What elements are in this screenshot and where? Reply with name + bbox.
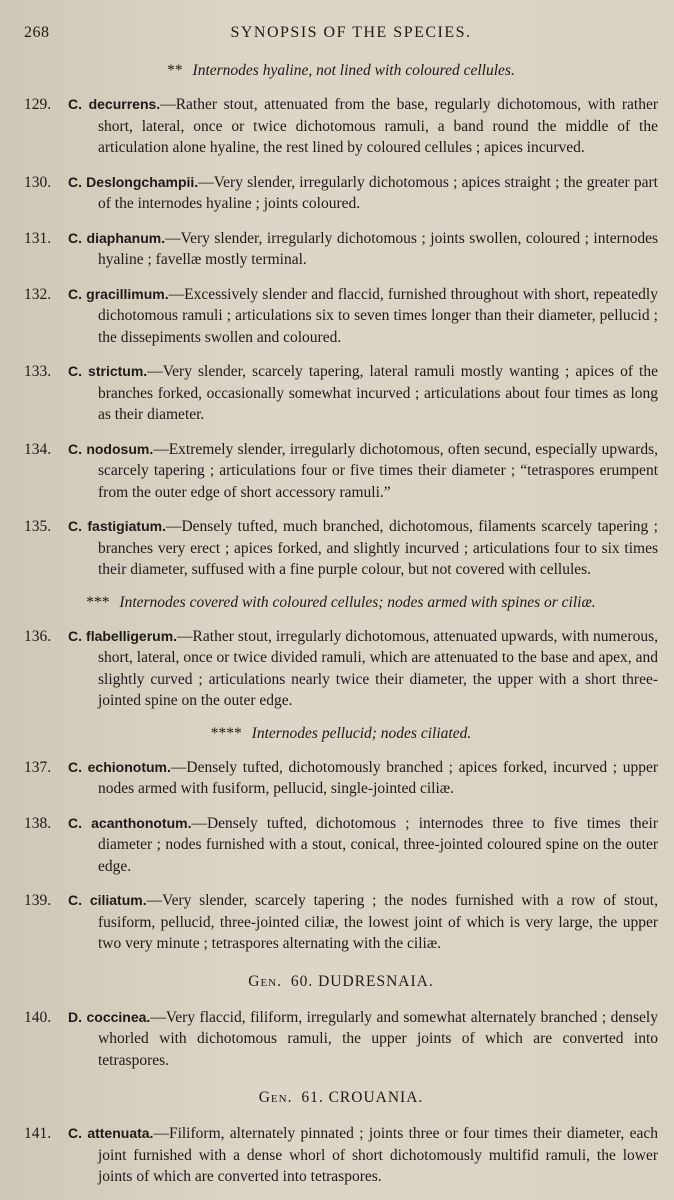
species-description: —Filiform, alternately pinnated ; joints three or four times their diameter, each joint furnished with a dense whorl of short dichotomously multifid ramuli, the lower joints of which are converted into tetraspores. (98, 1125, 659, 1185)
species-name: C. echionotum. (68, 758, 171, 775)
entry-number: 140. (24, 1008, 52, 1026)
species-name: C. nodosum. (68, 440, 154, 457)
species-entry (24, 757, 658, 800)
section-heading (24, 62, 658, 80)
entry-number: 133. (24, 363, 52, 380)
species-description: —Rather stout, attenuated from the base, regularly dichotomous, with rather short, lateral, once or twice dichotomous ramuli, a band round the middle of the articulation alone hyaline, the rest lined by coloured cellules ; apices incurved. (98, 96, 658, 156)
species-name: C. gracillimum. (68, 285, 169, 302)
species-name: C. fastigiatum. (68, 518, 166, 534)
entry-number: 135. (24, 518, 52, 535)
entry-number: 138. (24, 814, 52, 832)
species-entry (24, 284, 658, 349)
species-description: —Very slender, scarcely tapering, lateral ramuli mostly wanting ; apices of the branches forked, occasionally somewhat incurved ; articulations about four times as long as their diameter. (98, 363, 658, 423)
species-entry (24, 361, 658, 426)
species-name: D. coccinea. (68, 1008, 151, 1025)
species-entry (24, 1123, 658, 1188)
species-entry (24, 172, 658, 215)
species-entry (24, 890, 658, 955)
species-entry (24, 94, 658, 159)
section-heading (24, 594, 658, 612)
species-name: C. flabelligerum. (68, 627, 178, 644)
genus-heading (24, 973, 658, 991)
species-name: C. diaphanum. (68, 229, 166, 246)
species-description: —Rather stout, irregularly dichotomous, attenuated upwards, with numerous, short, lateral, once or twice divided ramuli, which are attenuated to the base and apex, and slightly curved ; articulations nearly twice their diameter, the upper with a short three-jointed spine on the outer edge. (98, 627, 658, 709)
species-description: —Very slender, scarcely tapering ; the nodes furnished with a row of stout, fusiform, pellucid, three-jointed ciliæ, the lowest joint of which is very large, the upper two very minute ; tetraspores alternating with the ciliæ. (98, 892, 658, 952)
entry-number: 130. (24, 173, 52, 191)
species-entry (24, 228, 658, 271)
genus-title: 60. DUDRESNAIA. (290, 972, 434, 990)
species-entry (24, 516, 658, 581)
entry-number: 141. (24, 1125, 52, 1142)
species-name: C. ciliatum. (68, 892, 147, 908)
section-title: Internodes hyaline, not lined with coloured cellules. (192, 62, 515, 79)
genus-label: Gen. (248, 972, 282, 990)
species-description: —Densely tufted, dichotomous ; internodes three to five times their diameter ; nodes furnished with a stout, conical, three-jointed coloured spine on the outer edge. (98, 814, 658, 875)
species-description: —Excessively slender and flaccid, furnished throughout with short, repeatedly dichotomous ramuli ; articulations six to seven times longer than their diameter, pellucid ; the dissepiments swollen and coloured. (98, 285, 658, 346)
species-name: C. attenuata. (68, 1125, 154, 1141)
species-entry (24, 626, 658, 712)
section-title: Internodes pellucid; nodes ciliated. (251, 724, 472, 742)
page-number: 268 (24, 24, 50, 41)
species-description: —Densely tufted, dichotomously branched ; apices forked, incurved ; upper nodes armed with fusiform, pellucid, single-jointed ciliæ. (98, 758, 658, 797)
species-description: —Very slender, irregularly dichotomous ; joints swollen, coloured ; internodes hyaline ; favellæ mostly terminal. (98, 229, 658, 268)
section-marker: **** (210, 724, 242, 742)
entry-number: 136. (24, 627, 52, 645)
species-name: C. Deslongchampii. (68, 173, 199, 190)
species-description: —Very slender, irregularly dichotomous ; apices straight ; the greater part of the internodes hyaline ; joints coloured. (98, 173, 658, 212)
genus-heading (24, 1089, 658, 1107)
section-heading (24, 725, 658, 743)
species-entry (24, 813, 658, 878)
species-name: C. acanthonotum. (68, 814, 192, 831)
species-description: —Very flaccid, filiform, irregularly and somewhat alternately branched ; densely whorled with dichotomous ramuli, the upper joints of which are converted into tetraspores. (98, 1008, 658, 1069)
entry-number: 134. (24, 440, 52, 458)
entry-number: 131. (24, 229, 52, 247)
species-description: —Densely tufted, much branched, dichotomous, filaments scarcely tapering ; branches very erect ; apices forked, and slightly incurved ; articulations four to six times their diameter, suffused with a fine purple colour, but not covered with cellules. (98, 518, 658, 578)
species-entry (24, 439, 658, 504)
species-entry (24, 1007, 658, 1072)
page-header (24, 24, 658, 42)
entry-number: 139. (24, 892, 52, 909)
species-name: C. strictum. (68, 363, 148, 379)
genus-label: Gen. (258, 1089, 293, 1106)
entry-number: 137. (24, 758, 52, 776)
entry-number: 129. (24, 96, 52, 113)
species-description: —Extremely slender, irregularly dichotomous, often secund, especially upwards, scarcely tapering ; articulations four or five times their diameter ; “tetraspores erumpent from the outer edge of short accessory ramuli.” (98, 440, 658, 501)
entry-number: 132. (24, 285, 52, 303)
species-name: C. decurrens. (68, 96, 161, 112)
running-title: SYNOPSIS OF THE SPECIES. (230, 24, 472, 41)
genus-title: 61. CROUANIA. (301, 1089, 424, 1106)
section-marker: *** (86, 593, 110, 611)
section-title: Internodes covered with coloured cellules; nodes armed with spines or ciliæ. (119, 593, 596, 611)
section-marker: ** (167, 62, 183, 79)
